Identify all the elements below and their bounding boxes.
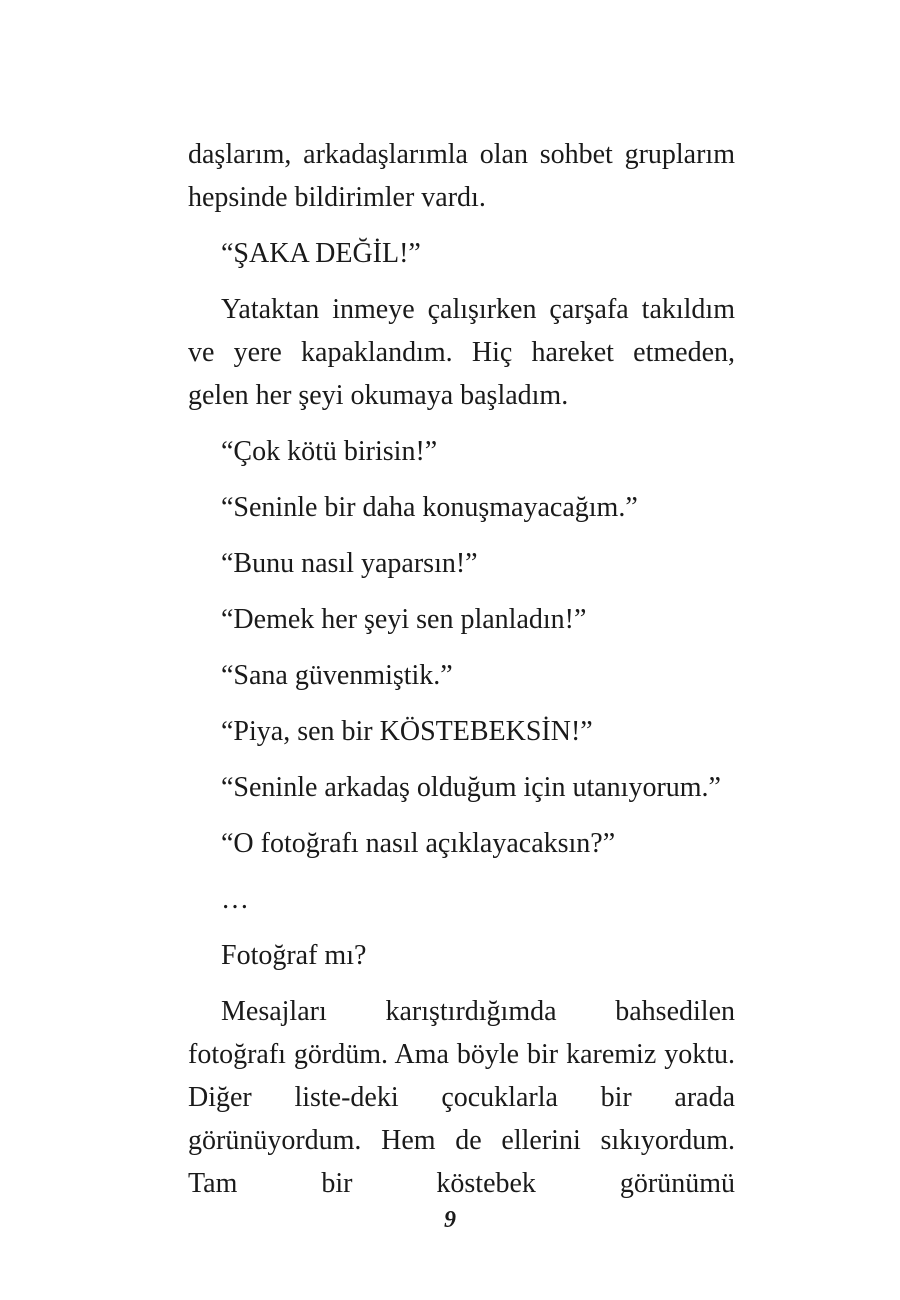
message-cok-kotu: “Çok kötü birisin!”	[221, 436, 438, 467]
message-fotografi-aciklama: “O fotoğrafı nasıl açıklayacaksın?”	[221, 828, 616, 859]
page-body	[188, 133, 735, 1218]
paragraph-fotograf-mi: Fotoğraf mı?	[221, 940, 367, 971]
message-guvenmistik: “Sana güvenmiştik.”	[221, 660, 453, 691]
message-konusmayacagim: “Seninle bir daha konuşmayacağım.”	[221, 492, 638, 523]
message-utaniyorum: “Seninle arkadaş olduğum için utanıyorum.”	[221, 772, 721, 803]
paragraph-yataktan: Yataktan inmeye çalışırken çarşafa takıldım ve yere kapaklandım. Hiç hareket etmeden, gelen her şeyi okumaya başladım.	[188, 294, 735, 411]
paragraph-mesajlari: Mesajları karıştırdığımda bahsedilen fotoğrafı gördüm. Ama böyle bir karemiz yoktu. Diğer liste-deki çocuklarla bir arada görünüyordum. Hem de ellerini sıkıyordum. Tam bir köstebek görünümü	[188, 996, 735, 1199]
ellipsis: …	[221, 884, 249, 915]
dialogue-saka-degil: “ŞAKA DEĞİL!”	[221, 238, 421, 269]
message-planladin: “Demek her şeyi sen planladın!”	[221, 604, 587, 635]
message-kostebeksin: “Piya, sen bir KÖSTEBEKSİN!”	[221, 716, 593, 747]
page-number: 9	[444, 1207, 456, 1233]
paragraph-continuation: daşlarım, arkadaşlarımla olan sohbet gruplarım hepsinde bildirimler vardı.	[188, 139, 735, 213]
message-nasil-yaparsin: “Bunu nasıl yaparsın!”	[221, 548, 478, 579]
